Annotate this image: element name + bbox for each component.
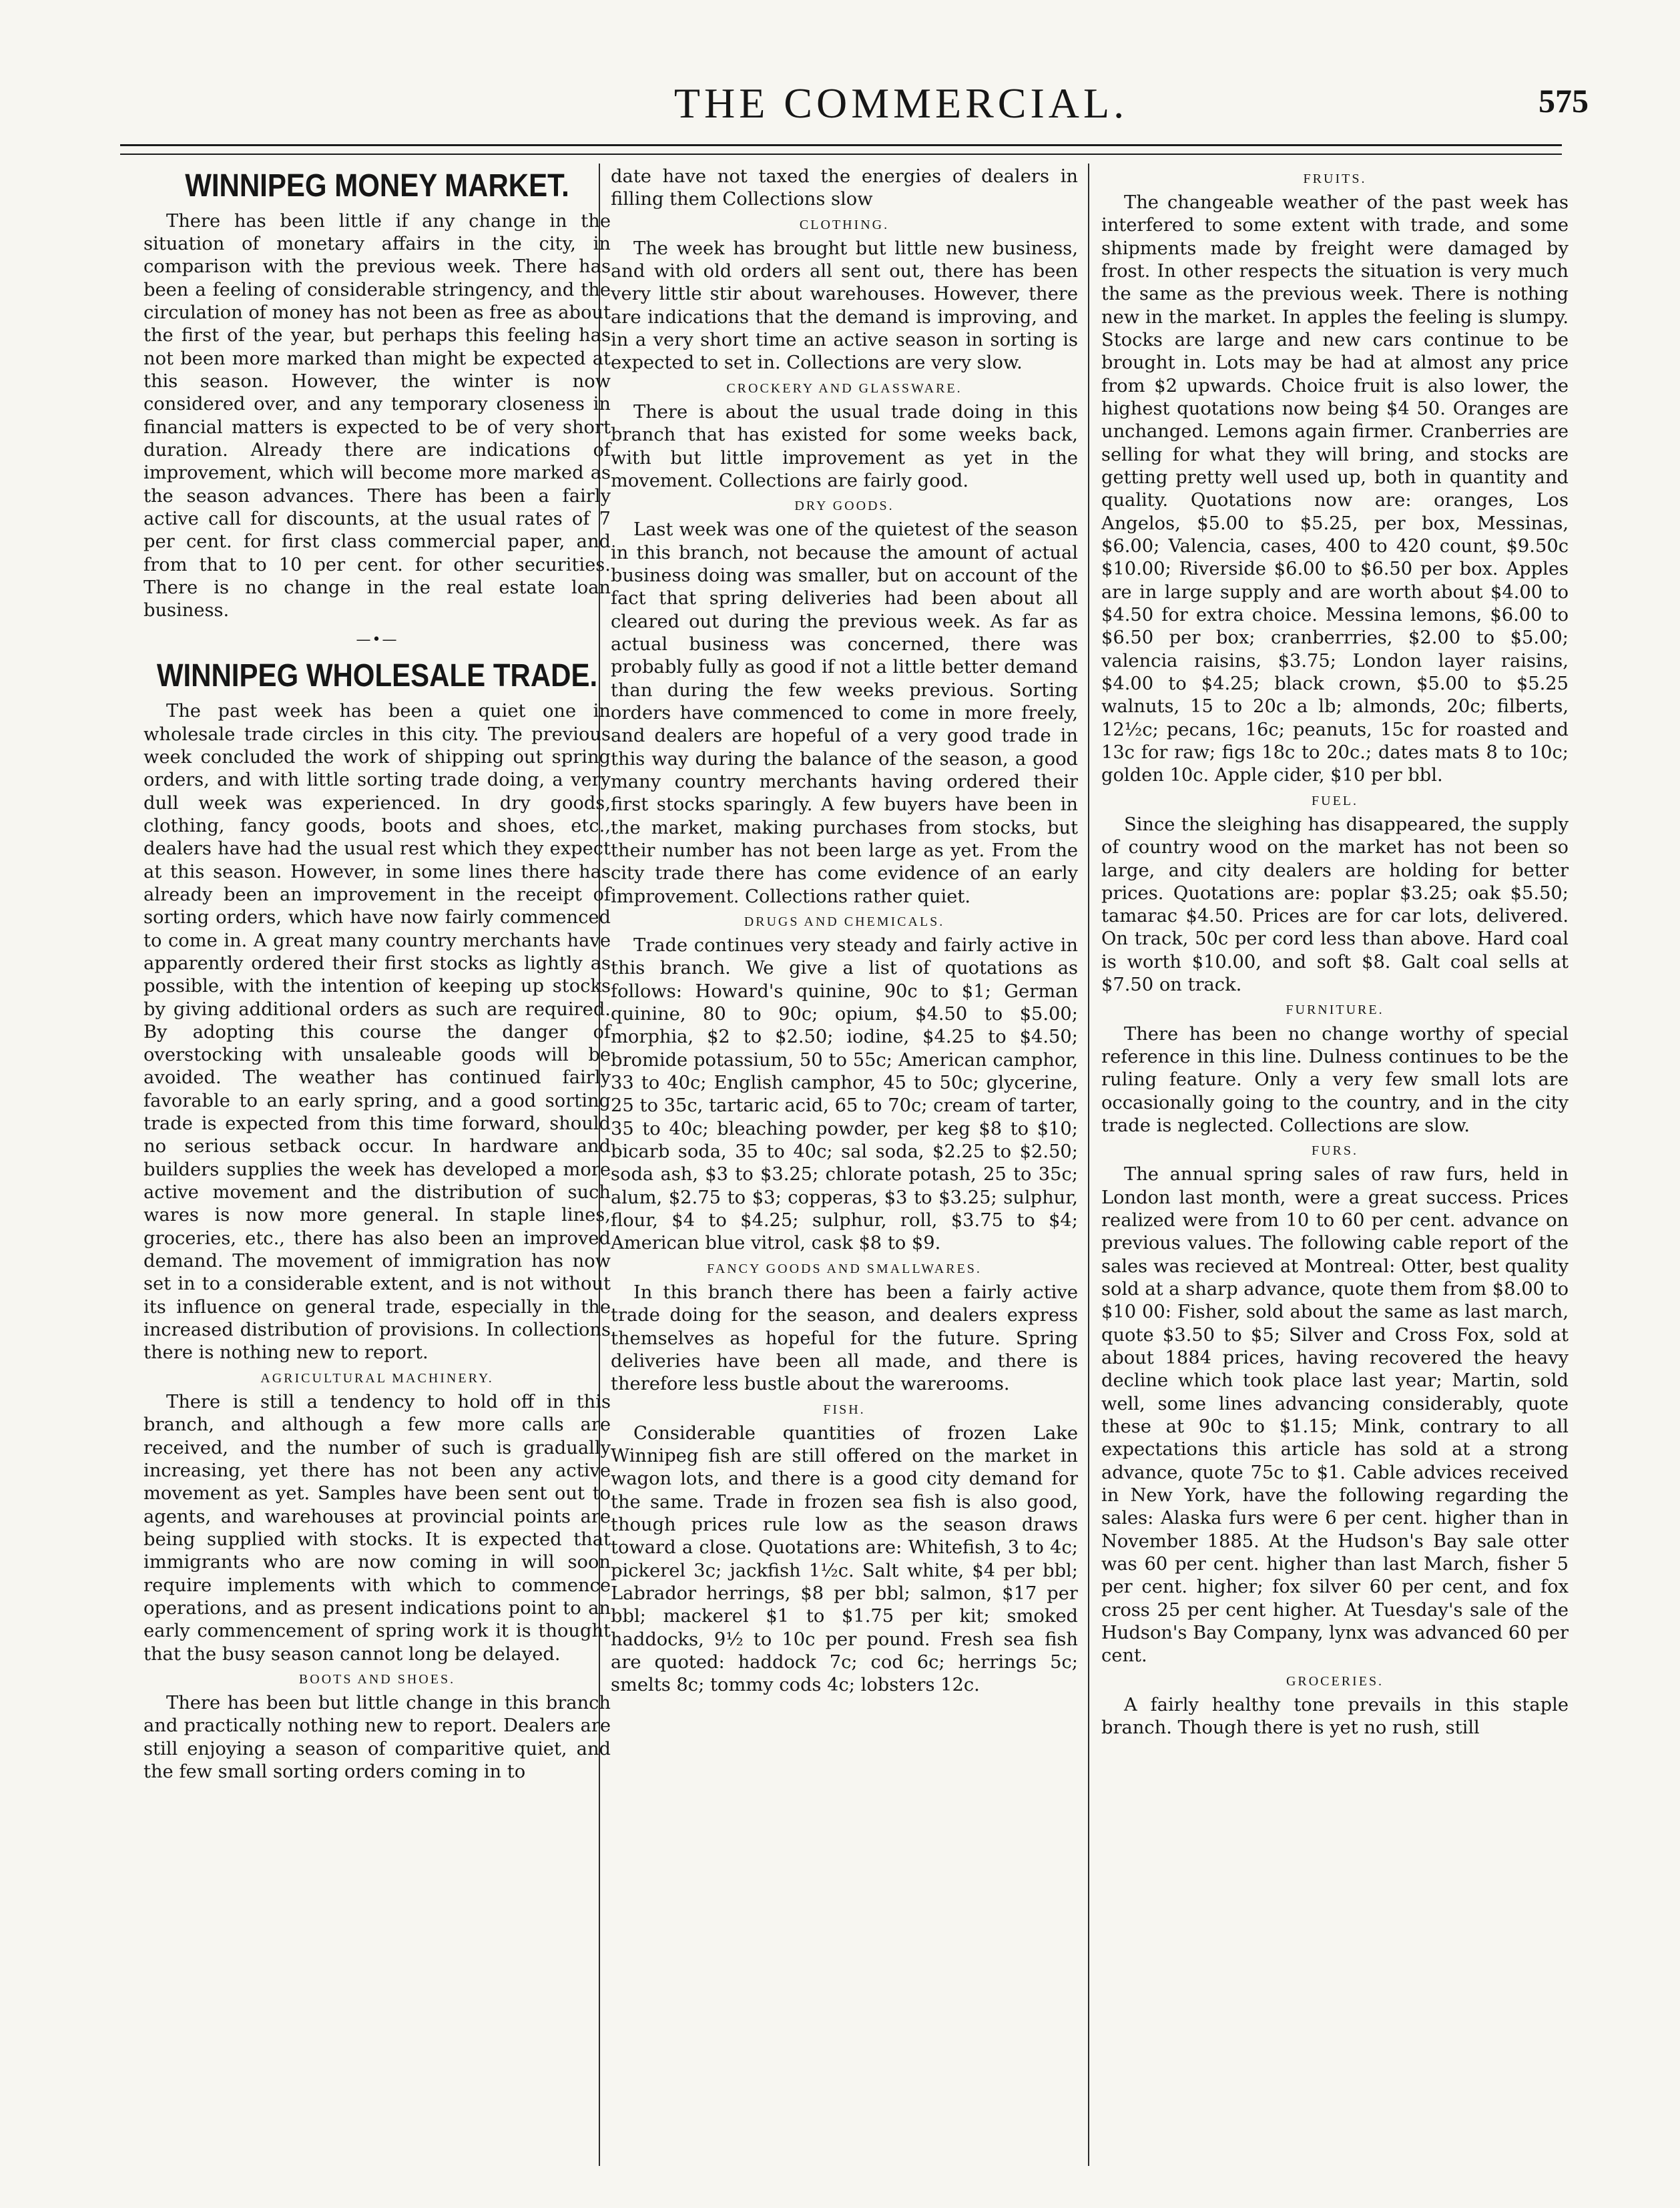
boots-shoes-continued-text: date have not taxed the energies of dealers in filling them Collections slow — [611, 166, 1078, 210]
masthead — [120, 79, 1589, 139]
fancy-goods-heading: FANCY GOODS AND SMALLWARES. — [707, 1261, 982, 1276]
boots-shoes-heading: BOOTS AND SHOES. — [298, 1671, 456, 1687]
fuel-text: Since the sleighing has disappeared, the supply of country wood on the market has not been so large, and city dealers are holding for better prices. Quotations are: poplar $3.25; oak $5.50; tamarac $4.50. Prices are for car lots, delivered. On track, 50c per cord less than above. Hard coal is worth $10.00, and soft $8. Galt coal sells at $7.50 on track. — [1101, 814, 1569, 996]
furs-text: The annual spring sales of raw furs, held in London last month, were a great success. Prices realized were from 10 to 60 per cent. advance on previous values. The following cable report of the sales was recieved at Montreal: Otter, best quality sold at a sharp advance, quote them from $8.00 to $10 00: Fisher, sold about the same as last march, quote $3.50 to $5; Silver and Cross Fox, sold at about 1884 prices, having recovered the heavy decline which took place last year; Martin, sold well, some lines advancing considerably, quote these at 90c to $1.15; Mink, contrary to all expectations this article has sold at a strong advance, quote 75c to $1. Cable advices received in New York, have the following regarding the sales: Alaska furs were 6 per cent. higher than in November 1885. At the Hudson's Bay sale otter was 60 per cent. higher than last March, fisher 5 per cent. higher; fox silver 60 per cent, and fox cross 25 per cent higher. At Tuesday's sale of the Hudson's Bay Company, lynx was advanced 60 per cent. — [1101, 1164, 1569, 1667]
column-3 — [1101, 166, 1569, 1739]
agricultural-machinery-text: There is still a tendency to hold off in this branch, and although a few more calls are received, and the number of such is gradually increasing, yet there has not been any active movement as yet. Samples have been sent out to agents, and warehouses at provincial points are being supplied with stocks. It is expected that immigrants who are now coming in will soon require implements with which to commence operations, and as present indications point to an early commencement of spring work it is thought that the busy season cannot long be delayed. — [144, 1391, 611, 1665]
fish-text: Considerable quantities of frozen Lake Winnipeg fish are still offered on the market in wagon lots, and there is a good city demand for the same. Trade in frozen sea fish is also good, though prices rule low as the season draws toward a close. Quotations are: Whitefish, 3 to 4c; pickerel 3c; jackfish 1½c. Salt white, $4 per bbl; Labrador herrings, $8 per bbl; salmon, $17 per bbl; mackerel $1 to $1.75 per kit; smoked haddocks, 9½ to 10c per pound. Fresh sea fish are quoted: haddock 7c; cod 6c; herrings 5c; smelts 8c; tommy cods 4c; lobsters 12c. — [611, 1422, 1078, 1696]
fancy-goods-text: In this branch there has been a fairly active trade doing for the season, and dealers express themselves as hopeful for the future. Spring deliveries have been all made, and there is therefore less bustle about the warerooms. — [611, 1282, 1078, 1395]
money-market-text: There has been little if any change in the situation of monetary affairs in the city, in comparison with the previous week. There has been a feeling of considerable stringency, and the circulation of money has not been as free as about the first of the year, but perhaps this feeling has not been more marked than might be expected at this season. However, the winter is now considered over, and any temporary closeness in financial matters is expected to be of very short duration. Already there are indications of improvement, which will become more marked as the season advances. There has been a fairly active call for discounts, at the usual rates of 7 per cent. for first class commercial paper, and from that to 10 per cent. for other securities. There is no change in the real estate loan business. — [144, 210, 611, 621]
drugs-heading: DRUGS AND CHEMICALS. — [744, 914, 945, 929]
furniture-text: There has been no change worthy of special reference in this line. Dulness continues to be the ruling feature. Only a very few small lots are occasionally going to the country, and in the city trade is neglected. Collections are slow. — [1101, 1023, 1569, 1136]
header-rule-secondary — [120, 154, 1562, 155]
section-ornament: —•— — [356, 631, 398, 648]
fruits-text: The changeable weather of the past week has interfered to some extent with trade, and some shipments made by freight were damaged by frost. In other respects the situation is very much the same as the previous week. There is nothing new in the market. In apples the feeling is slumpy. Stocks are large and new cars continue to be brought in. Lots may be had at almost any price from $2 upwards. Choice fruit is also lower, the highest quotations now being $4 50. Oranges are unchanged. Lemons again firmer. Cranberries are selling for what they will bring, and stocks are getting pretty well used up, both in quantity and quality. Quotations now are: oranges, Los Angelos, $5.00 to $5.25, per box, Messinas, $6.00; Valencia, cases, 400 to 420 count, $9.50c $10.00; Riverside $6.00 to $6.50 per box. Apples are in large supply and are worth about $4.00 to $4.50 for extra choice. Messina lemons, $6.00 to $6.50 per box; cranberrries, $2.00 to $5.00; valencia raisins, $3.75; London layer raisins, $4.00 to $4.25; black crown, $5.00 to $5.25 walnuts, 15 to 20c a lb; almonds, 20c; filberts, 12½c; pecans, 16c; peanuts, 15c for roasted and 13c for raw; figs 18c to 20c.; dates mats 8 to 10c; golden 10c. Apple cider, $10 per bbl. — [1101, 192, 1569, 786]
clothing-text: The week has brought but little new business, and with old orders all sent out, there has been very little stir about warehouses. However, there are indications that the demand is improving, and in a very short time an active season in sorting is expected to set in. Collections are very slow. — [611, 238, 1078, 374]
header-rule — [120, 144, 1562, 146]
agricultural-machinery-heading: AGRICULTURAL MACHINERY. — [260, 1370, 494, 1386]
dry-goods-text: Last week was one of the quietest of the season in this branch, not because the amount of actual business doing was smaller, but on account of the fact that spring deliveries had been about all cleared out during the previous week. As far as actual business was concerned, there was probably fully as good if not a little better demand than during the few weeks previous. Sorting orders have commenced to come in more freely, and dealers are hopeful of a very good trade in this way during the balance of the season, a good many country merchants having ordered their first stocks sparingly. A few buyers have been in the market, making purchases from stocks, but their number has not been large as yet. From the city trade there has come evidence of an early improvement. Collections rather quiet. — [611, 519, 1078, 907]
boots-shoes-text: There has been but little change in this branch and practically nothing new to report. Dealers are still enjoying a season of comparitive quiet, and the few small sorting orders coming in to — [144, 1693, 611, 1782]
clothing-heading: CLOTHING. — [799, 217, 890, 232]
publication-title: THE COMMERCIAL. — [673, 79, 1129, 127]
column-2 — [611, 166, 1078, 1697]
fruits-heading: FRUITS. — [1303, 172, 1367, 186]
column-divider-2 — [1088, 164, 1089, 2166]
money-market-headline: WINNIPEG MONEY MARKET. — [185, 167, 569, 204]
furs-heading: FURS. — [1311, 1143, 1359, 1159]
wholesale-trade-headline: WINNIPEG WHOLESALE TRADE. — [156, 657, 598, 694]
furniture-heading: FURNITURE. — [1286, 1003, 1384, 1018]
drugs-text: Trade continues very steady and fairly active in this branch. We give a list of quotations as follows: Howard's quinine, 90c to $1; German quinine, 80 to 90c; opium, $4.50 to $5.00; morphia, $2 to $2.50; iodine, $4.25 to $4.50; bromide potassium, 50 to 55c; American camphor, 33 to 40c; English camphor, 45 to 50c; glycerine, 25 to 35c, tartaric acid, 65 to 70c; cream of tarter, 35 to 40c; bleaching powder, per keg $8 to $10; bicarb soda, 35 to 40c; sal soda, $2.25 to $2.50; soda ash, $3 to $3.25; chlorate potash, 25 to 35c; alum, $2.75 to $3; copperas, $3 to $3.25; sulphur, flour, $4 to $4.25; sulphur, roll, $3.75 to $4; American blue vitrol, cask $8 to $9. — [611, 935, 1078, 1254]
wholesale-trade-text: The past week has been a quiet one in wholesale trade circles in this city. The previous week concluded the work of shipping out spring orders, and with little sorting trade doing, a very dull week was experienced. In dry goods, clothing, fancy goods, boots and shoes, etc., dealers have had the usual rest which they expect at this season. However, in some lines there has already been an improvement in the receipt of sorting orders, which have now fairly commenced to come in. A great many country merchants have apparently ordered their first stocks as lightly as possible, with the intention of keeping up stocks by giving additional orders as such are required. By adopting this course the danger of overstocking with unsaleable goods will be avoided. The weather has continued fairly favorable to an early spring, and a good sorting trade is expected from this time forward, should no serious setback occur. In hardware and builders supplies the week has developed a more active movement and the distribution of such wares is now more general. In staple lines, groceries, etc., there has also been an improved demand. The movement of immigration has now set in to a considerable extent, and is not without its influence on general trade, especially in the increased distribution of provisions. In collections there is nothing new to report. — [144, 701, 611, 1364]
fish-heading: FISH. — [823, 1402, 866, 1417]
groceries-text: A fairly healthy tone prevails in this staple branch. Though there is yet no rush, still — [1101, 1694, 1569, 1739]
column-1 — [144, 166, 611, 1783]
crockery-text: There is about the usual trade doing in this branch that has existed for some weeks back, with but little improvement as yet in the movement. Collections are fairly good. — [611, 401, 1078, 491]
dry-goods-heading: DRY GOODS. — [794, 499, 894, 514]
page-number: 575 — [1538, 82, 1589, 119]
groceries-heading: GROCERIES. — [1286, 1673, 1384, 1689]
crockery-heading: CROCKERY AND GLASSWARE. — [726, 380, 962, 396]
fuel-heading: FUEL. — [1312, 793, 1358, 808]
